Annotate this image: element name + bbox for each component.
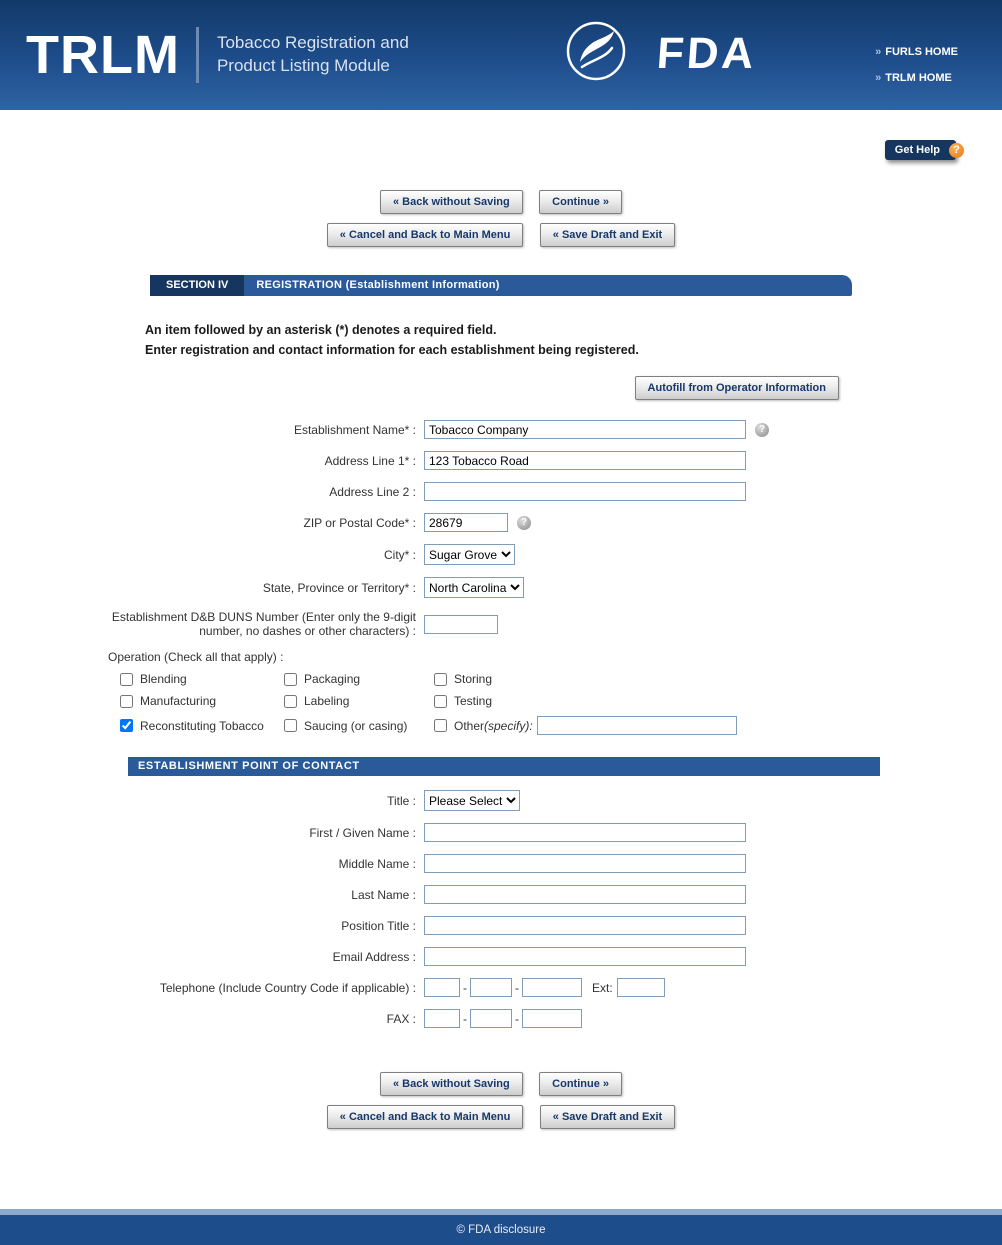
- city-row: [0, 544, 1002, 565]
- address-line1-row: [0, 451, 1002, 470]
- position-title-label: Position Title :: [341, 918, 416, 933]
- save-draft-exit-button[interactable]: « Save Draft and Exit: [540, 223, 675, 247]
- address-line2-label: Address Line 2 :: [329, 484, 416, 499]
- instruction-line2: Enter registration and contact information for each establishment being registered.: [145, 343, 639, 357]
- app-subtitle: [217, 32, 409, 78]
- operation-other: [434, 716, 1002, 735]
- get-help-button[interactable]: [885, 140, 960, 160]
- middle-name-input[interactable]: [424, 854, 746, 873]
- header: [0, 0, 1002, 110]
- storing-checkbox[interactable]: [434, 673, 447, 686]
- cancel-back-main-menu-button[interactable]: « Cancel and Back to Main Menu: [327, 223, 524, 247]
- contact-title-select[interactable]: [424, 790, 520, 811]
- saucing-label: Saucing (or casing): [304, 718, 408, 733]
- operation-testing: [434, 694, 1002, 708]
- agency-logos: [565, 20, 759, 87]
- city-label: City* :: [383, 547, 416, 562]
- storing-label: Storing: [454, 672, 493, 686]
- header-nav: [875, 46, 958, 98]
- fax-prefix-input[interactable]: [470, 1009, 512, 1028]
- nav-furls-home[interactable]: [875, 46, 958, 58]
- zip-label: ZIP or Postal Code* :: [303, 515, 416, 530]
- address-line1-input[interactable]: [424, 451, 746, 470]
- establishment-name-input[interactable]: [424, 420, 746, 439]
- instructions: [145, 320, 1002, 360]
- fax-label: FAX :: [386, 1011, 416, 1026]
- save-draft-exit-button-bottom[interactable]: « Save Draft and Exit: [540, 1105, 675, 1129]
- phone-prefix-input[interactable]: [470, 978, 512, 997]
- city-select[interactable]: [424, 544, 515, 565]
- email-label: Email Address :: [332, 949, 416, 964]
- first-name-input[interactable]: [424, 823, 746, 842]
- address-line1-label: Address Line 1* :: [324, 453, 416, 468]
- first-name-row: [0, 823, 1002, 842]
- position-title-row: [0, 916, 1002, 935]
- ext-label: Ext:: [592, 980, 613, 995]
- continue-button[interactable]: Continue »: [539, 190, 622, 214]
- header-divider: [196, 27, 199, 83]
- packaging-label: Packaging: [304, 672, 361, 686]
- brand: [0, 27, 409, 83]
- phone-line-input[interactable]: [522, 978, 582, 997]
- fax-area-input[interactable]: [424, 1009, 460, 1028]
- duns-row: [0, 610, 1002, 638]
- manufacturing-label: Manufacturing: [140, 694, 217, 708]
- saucing-checkbox[interactable]: [284, 719, 297, 732]
- establishment-form: [0, 420, 1002, 1028]
- top-button-row-2: [0, 223, 1002, 247]
- fax-line-input[interactable]: [522, 1009, 582, 1028]
- middle-name-row: [0, 854, 1002, 873]
- footer-bar: [0, 1215, 1002, 1245]
- telephone-label: Telephone (Include Country Code if applicable) :: [159, 980, 416, 995]
- other-specify-input[interactable]: [537, 716, 737, 735]
- state-row: [0, 577, 1002, 598]
- contact-section-bar: ESTABLISHMENT POINT OF CONTACT: [128, 757, 880, 776]
- packaging-checkbox[interactable]: [284, 673, 297, 686]
- testing-checkbox[interactable]: [434, 695, 447, 708]
- phone-dash: -: [515, 980, 519, 995]
- labeling-label: Labeling: [304, 694, 350, 708]
- other-specify-label: (specify):: [484, 718, 533, 733]
- nav-trlm-home-label: TRLM HOME: [885, 72, 952, 84]
- reconstituting-tobacco-label: Reconstituting Tobacco: [140, 718, 264, 733]
- duns-label-line2: number, no dashes or other characters) :: [199, 624, 416, 638]
- operation-blending: [120, 672, 284, 686]
- help-icon[interactable]: ?: [517, 516, 531, 530]
- duns-label-line1: Establishment D&B DUNS Number (Enter only the 9-digit: [111, 610, 416, 624]
- middle-name-label: Middle Name :: [338, 856, 416, 871]
- question-mark-icon: ?: [949, 143, 964, 158]
- app-subtitle-line1: Tobacco Registration and: [216, 33, 409, 53]
- section-header-bar: [150, 275, 852, 296]
- email-input[interactable]: [424, 947, 746, 966]
- establishment-name-row: [0, 420, 1002, 439]
- zip-row: [0, 513, 1002, 532]
- testing-label: Testing: [454, 694, 493, 708]
- state-select[interactable]: [424, 577, 524, 598]
- other-label: Other: [454, 718, 485, 733]
- fax-dash: -: [515, 1011, 519, 1026]
- duns-input[interactable]: [424, 615, 498, 634]
- get-help-label: Get Help: [894, 144, 940, 156]
- first-name-label: First / Given Name :: [309, 825, 416, 840]
- fda-logo: FDA: [655, 28, 759, 78]
- duns-label: [0, 610, 424, 638]
- telephone-row: [0, 978, 1002, 997]
- trlm-logo: TRLM: [26, 25, 180, 85]
- contact-title-label: Title :: [387, 793, 416, 808]
- email-row: [0, 947, 1002, 966]
- last-name-row: [0, 885, 1002, 904]
- bottom-button-row-2: [0, 1105, 1002, 1129]
- phone-ext-input[interactable]: [617, 978, 665, 997]
- autofill-row: [0, 376, 1002, 400]
- last-name-input[interactable]: [424, 885, 746, 904]
- operation-group-label: Operation (Check all that apply) :: [108, 650, 284, 664]
- footer: [0, 1209, 1002, 1245]
- back-without-saving-button[interactable]: « Back without Saving: [380, 190, 523, 214]
- footer-text[interactable]: © FDA disclosure: [456, 1224, 546, 1236]
- other-checkbox[interactable]: [434, 719, 447, 732]
- chevron-right-icon: »: [875, 46, 882, 58]
- establishment-name-label: Establishment Name* :: [293, 422, 416, 437]
- reconstituting-tobacco-checkbox[interactable]: [120, 719, 133, 732]
- address-line2-row: [0, 482, 1002, 501]
- back-without-saving-button-bottom[interactable]: « Back without Saving: [380, 1072, 523, 1096]
- position-title-input[interactable]: [424, 916, 746, 935]
- blending-label: Blending: [140, 672, 187, 686]
- operation-saucing: [284, 716, 434, 735]
- address-line2-input[interactable]: [424, 482, 746, 501]
- app-subtitle-line2: Product Listing Module: [216, 56, 390, 75]
- phone-area-input[interactable]: [424, 978, 460, 997]
- last-name-label: Last Name :: [351, 887, 416, 902]
- nav-trlm-home[interactable]: [875, 72, 958, 84]
- nav-furls-home-label: FURLS HOME: [885, 46, 958, 58]
- cancel-back-main-menu-button-bottom[interactable]: « Cancel and Back to Main Menu: [327, 1105, 524, 1129]
- operation-packaging: [284, 672, 434, 686]
- bottom-button-row-1: [0, 1072, 1002, 1096]
- operation-checkbox-grid: [120, 672, 1002, 735]
- operation-manufacturing: [120, 694, 284, 708]
- section-title: REGISTRATION (Establishment Information): [244, 275, 852, 296]
- autofill-from-operator-button[interactable]: Autofill from Operator Information: [635, 376, 839, 400]
- main-content: [0, 110, 1002, 1209]
- fax-row: [0, 1009, 1002, 1028]
- blending-checkbox[interactable]: [120, 673, 133, 686]
- operation-storing: [434, 672, 1002, 686]
- zip-input[interactable]: [424, 513, 508, 532]
- section-tab: SECTION IV: [150, 275, 244, 296]
- manufacturing-checkbox[interactable]: [120, 695, 133, 708]
- top-button-row-1: [0, 190, 1002, 214]
- labeling-checkbox[interactable]: [284, 695, 297, 708]
- fax-dash: -: [463, 1011, 467, 1026]
- operation-reconstituting: [120, 716, 284, 735]
- hhs-logo-icon: [565, 20, 627, 87]
- help-icon[interactable]: ?: [755, 423, 769, 437]
- instruction-line1: An item followed by an asterisk (*) denotes a required field.: [145, 323, 497, 337]
- state-label: State, Province or Territory* :: [262, 580, 416, 595]
- continue-button-bottom[interactable]: Continue »: [539, 1072, 622, 1096]
- chevron-right-icon: »: [875, 72, 882, 84]
- contact-title-row: [0, 790, 1002, 811]
- phone-dash: -: [463, 980, 467, 995]
- operation-labeling: [284, 694, 434, 708]
